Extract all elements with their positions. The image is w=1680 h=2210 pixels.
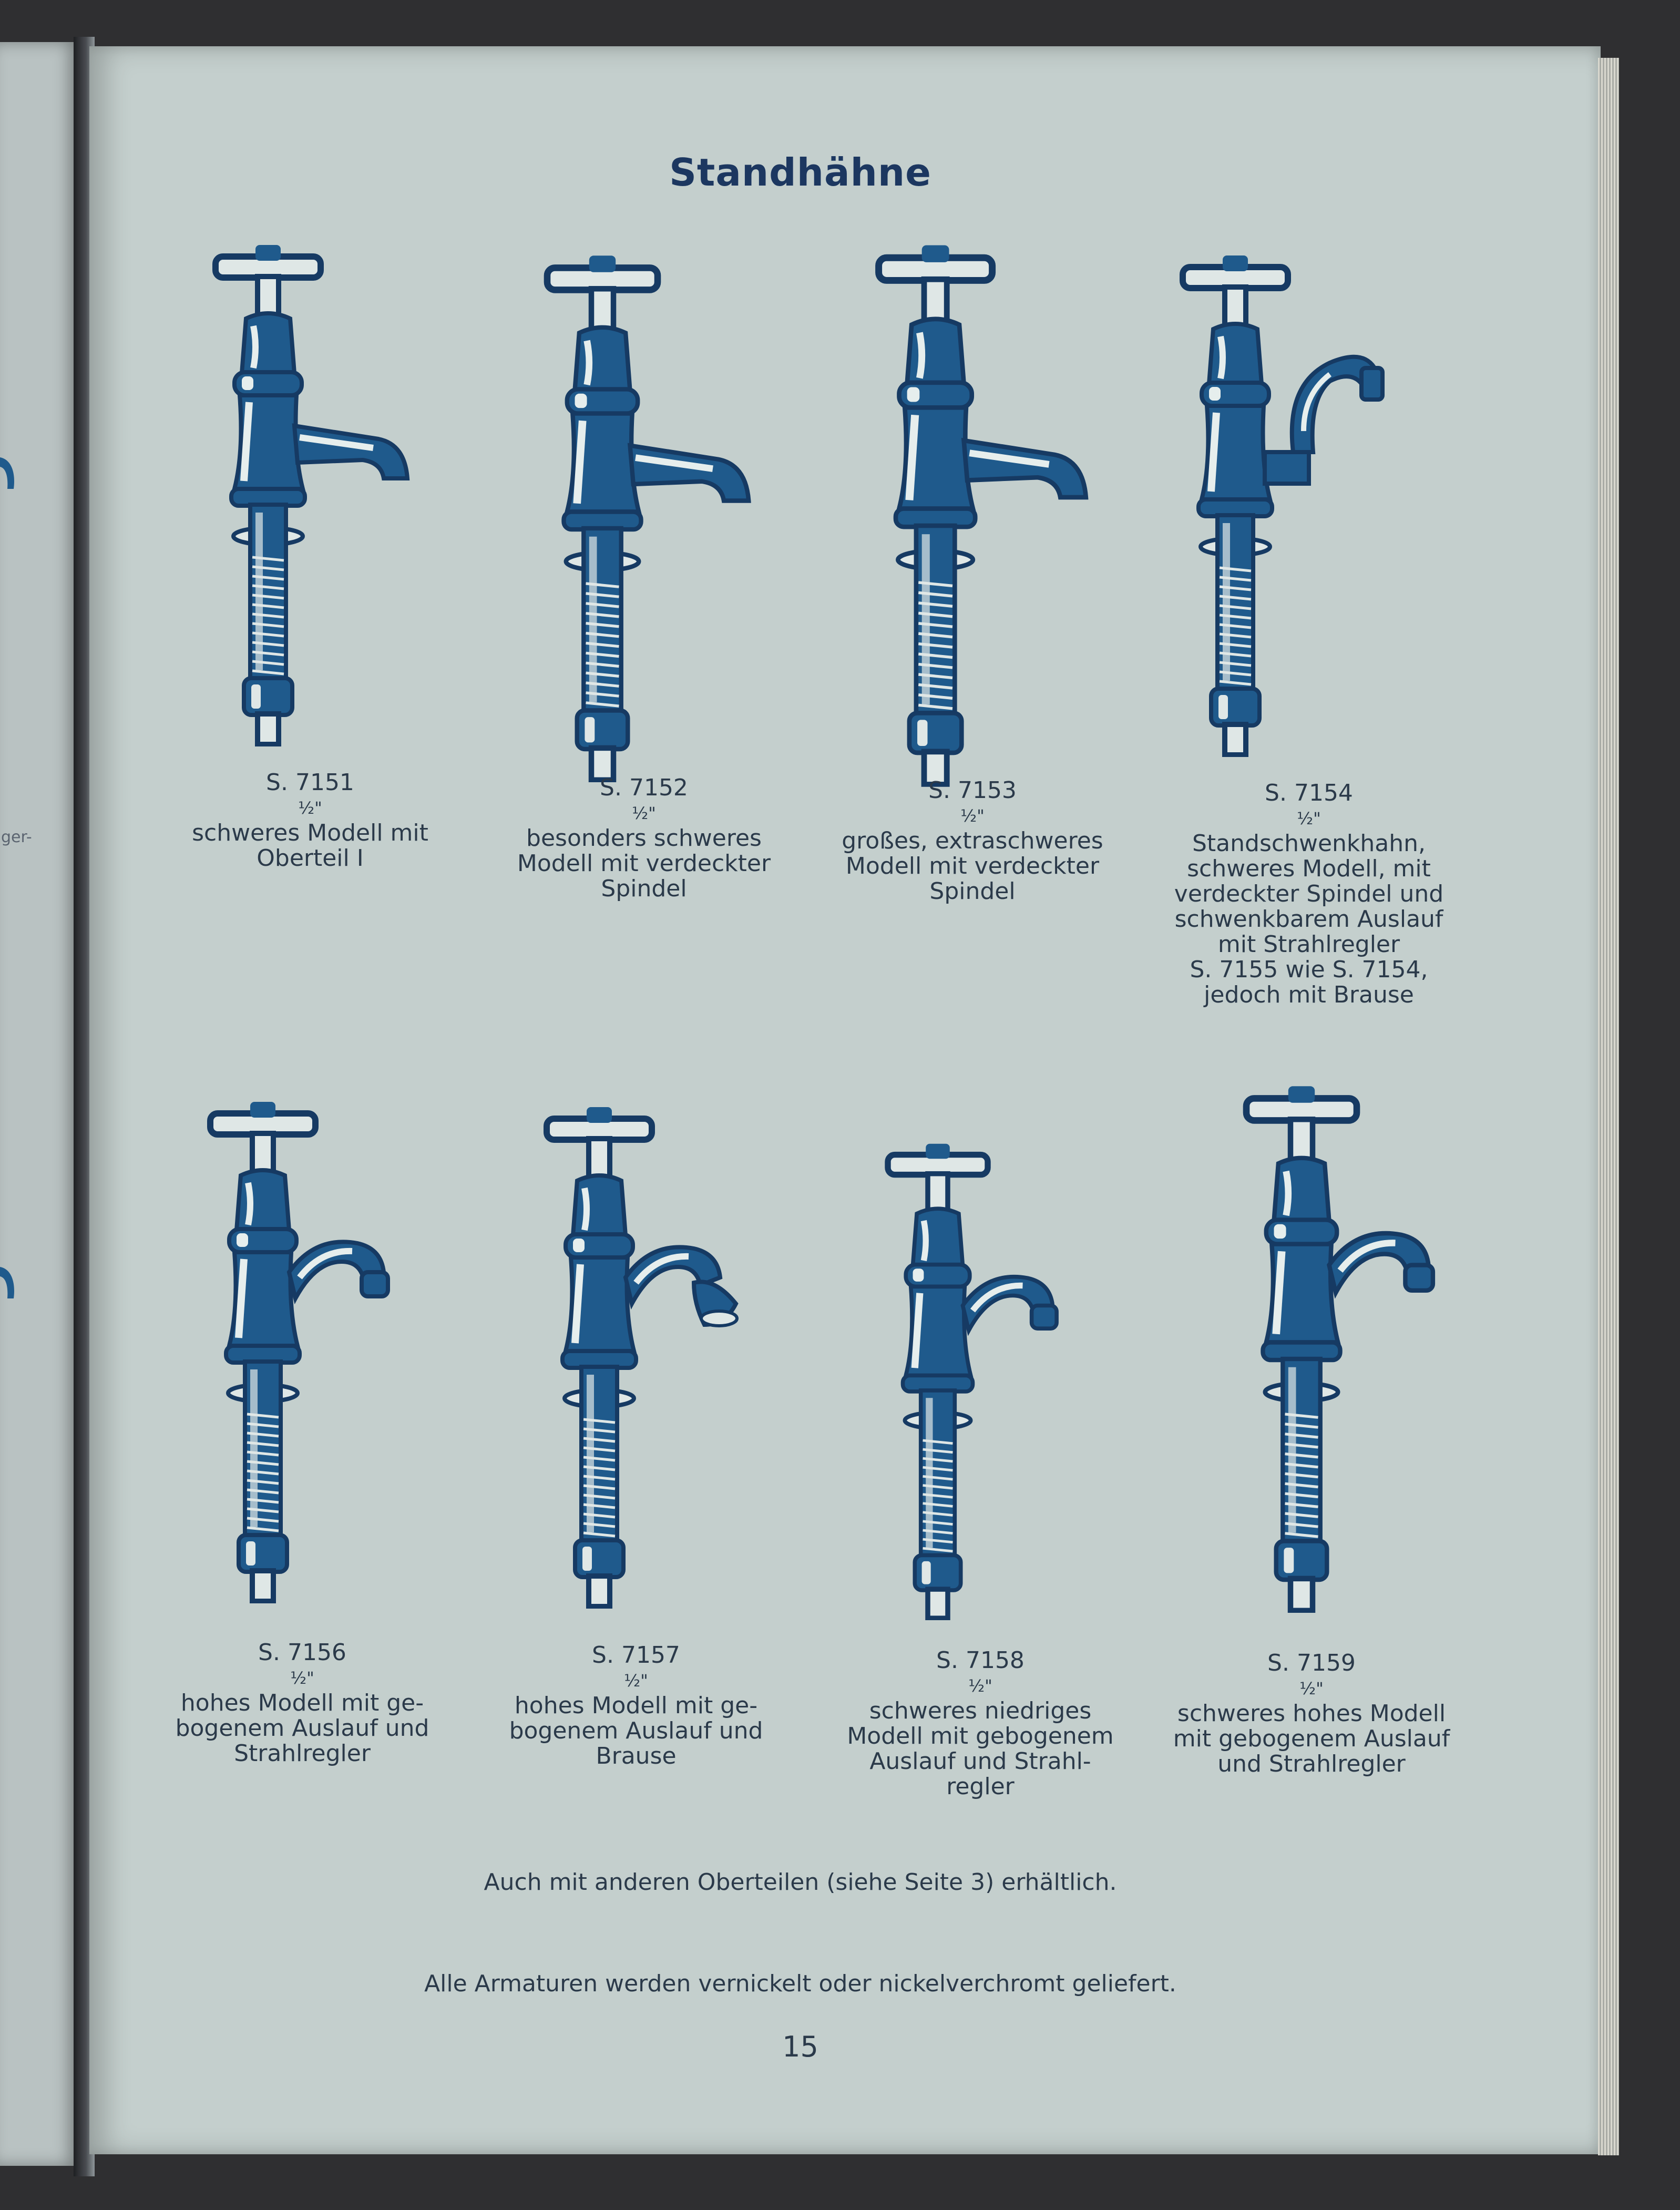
product-description: großes, extraschweres Modell mit verdeckter Spindel: [842, 827, 1103, 905]
product-description: schweres niedriges Modell mit gebogenem Auslauf und Strahl- regler: [847, 1697, 1114, 1800]
product-description: hohes Modell mit ge- bogenem Auslauf und Strahlregler: [175, 1690, 429, 1767]
page-number: 15: [782, 2030, 818, 2063]
faucet-high-shower-icon: [536, 1104, 757, 1609]
faucet-high-heavy-curved-icon: [1235, 1083, 1467, 1613]
product-code: S. 7153: [928, 777, 1017, 804]
product-description: hohes Modell mit ge- bogenem Auslauf und Brause: [509, 1692, 763, 1769]
faucet-low-curved-icon: [878, 1141, 1088, 1620]
product-caption: [155, 1640, 449, 1766]
faucet-high-curved-icon: [200, 1099, 421, 1603]
product-code: S. 7154: [1265, 780, 1353, 806]
left-page-fragment: ger-: [1, 828, 32, 846]
page-title: Standhähne: [669, 150, 931, 195]
product-caption: [1162, 781, 1456, 1008]
product-size: ½": [298, 798, 322, 818]
product-size: ½": [1299, 1679, 1324, 1699]
left-page-edge: [0, 42, 79, 2166]
faucet-heavy-straight-icon: [536, 252, 768, 782]
product-code: S. 7158: [936, 1647, 1025, 1674]
product-caption: [163, 770, 457, 871]
left-page-faucet-fragment-icon: [0, 1262, 18, 1304]
page-stack-edge: [1598, 58, 1619, 2155]
product-code: S. 7156: [258, 1639, 346, 1666]
product-size: ½": [1297, 809, 1321, 828]
note-finish: Alle Armaturen werden vernickelt oder nickelverchromt geliefert.: [424, 1970, 1176, 1997]
product-code: S. 7157: [592, 1642, 680, 1669]
product-caption: [497, 775, 791, 902]
product-description: schweres Modell mit Oberteil I: [192, 820, 428, 872]
product-size: ½": [624, 1671, 648, 1691]
product-caption: [1164, 1651, 1459, 1777]
left-page-faucet-fragment-icon: [0, 452, 18, 494]
product-code: S. 7151: [266, 769, 354, 796]
product-size: ½": [960, 806, 985, 826]
product-caption: [489, 1643, 783, 1769]
faucet-large-straight-icon: [867, 242, 1106, 787]
product-description: schweres hohes Modell mit gebogenem Auslauf und Strahlregler: [1173, 1700, 1450, 1777]
product-code: S. 7159: [1267, 1650, 1356, 1676]
product-description: besonders schweres Modell mit verdeckter Spindel: [517, 825, 771, 902]
product-size: ½": [290, 1668, 314, 1688]
product-size: ½": [632, 803, 656, 823]
faucet-swivel-icon: [1172, 252, 1393, 757]
product-size: ½": [968, 1676, 992, 1696]
product-caption: [825, 778, 1120, 904]
product-code: S. 7152: [600, 774, 688, 801]
product-description: Standschwenkhahn, schweres Modell, mit verdeckter Spindel und schwenkbarem Auslauf mit Strahlregler S. 7155 wie S. 7154, jedoch mit Brause: [1174, 830, 1444, 1008]
faucet-short-straight-icon: [205, 242, 426, 746]
product-caption: [833, 1648, 1128, 1799]
note-other-tops: Auch mit anderen Oberteilen (siehe Seite 3) erhältlich.: [484, 1869, 1117, 1896]
